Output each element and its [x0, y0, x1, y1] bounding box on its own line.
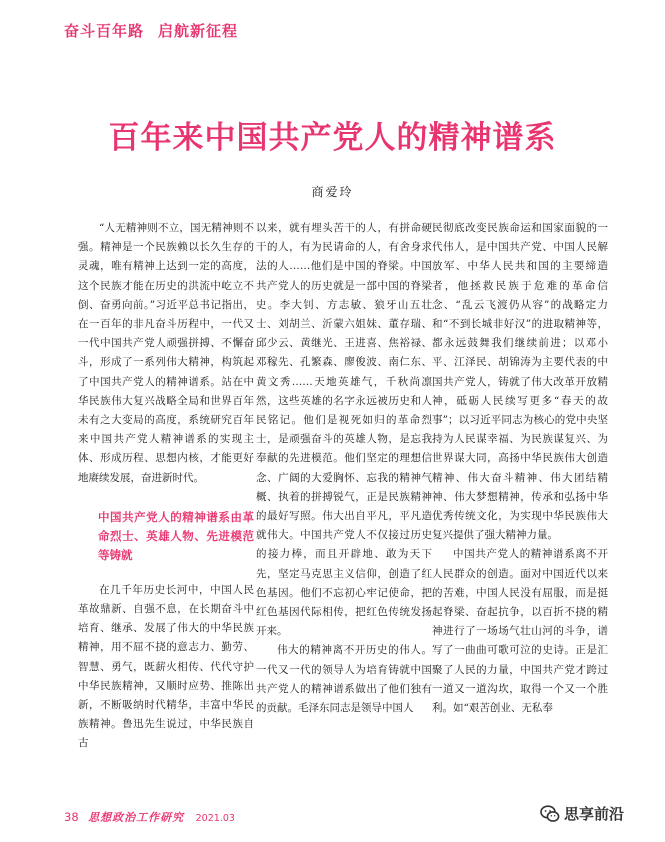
watermark — [540, 803, 624, 824]
text-column-1 — [78, 219, 254, 819]
section-subheading: 中国共产党人的精神谱系由革命烈士、英雄人物、先进模范等铸就 — [98, 509, 254, 562]
paragraph: 伟大的精神离不开历史的伟人。一代又一代的领导人为培育铸就中国共产党人的精神谱系做出了他们独有的贡献。毛泽东同志是领导中国人 — [256, 644, 432, 715]
paragraph: 民彻底改变民族命运和国家面貌的一代伟人，是中国共产党、中国人民解放军、中华人民共和国的主要缔造者，他拯救民族于危难的革命信念、“乱云飞渡仍从容”的战略定力和“不到长城非好汉”的进取精神等，都永远鼓舞我们继续前进；以邓小平、江泽民、胡锦涛为主要代表的中国共产党人，铸就了伟大改革开放精神，砥砺人民续写更多“春天的故事”；以习近平同志为核心的党中央坚持为人民谋幸福、为民族谋复兴、为世界谋大同，高扬中华民族伟大创造精神、伟大奋斗精神、伟大团结精神、伟大梦想精神，传承和弘扬中华优秀传统文化，为实现中华民族伟大复兴提供了强大精神力量。 — [432, 222, 608, 542]
section-header-part1: 奋斗百年路 — [64, 22, 145, 40]
paragraph: 以来，就有埋头苦干的人，有拼命硬干的人，有为民请命的人，有舍身求法的人……他们是中国的脊梁。中国共产党人的历史就是一部中国的脊梁史。李大钊、方志敏、狼牙山五壮士、刘胡兰、沂蒙六姐妹、董存瑞、邱少云、黄继光、王进喜、焦裕禄、邓稼先、孔繁森、廖俊波、南仁东、黄文秀……天地英雄气，千秋尚凛然，这些英雄的名字永远被历史和人民铭记。他们是视死如归的革命烈士，是顽强奋斗的英雄人物，是忘我奉献的先进模范。他们坚定的理想信念、广阔的大爱胸怀、忘我的精神气概、执着的拼搏锐气，正是民族精神的最好写照。伟大出自平凡，平凡造就伟大。中国共产党人不仅接过历史的接力棒，而且开辟地、敢为天下先，坚定马克思主义信仰，创造了红色基因。他们不忘初心牢记使命，把红色基因代际相传，把红色传统发扬开来。 — [256, 222, 432, 638]
article-author: 商爱玲 — [311, 185, 354, 199]
paragraph: 中国共产党人的精神谱系离不开人民群众的创造。面对中国近代以来的苦难，中国人民没有屈服，而是挺起脊梁、奋起抗争，以百折不挠的精神进行了一场场气壮山河的斗争，谱写了一曲曲可歌可泣的史诗。正是汇聚了人民的力量，中国共产党才跨过一道又一道沟坎，取得一个又一个胜利。如“艰苦创业、无私奉 — [432, 548, 608, 715]
text-column-3 — [432, 219, 608, 819]
wechat-icon — [540, 805, 560, 823]
section-header-part2: 启航新征程 — [158, 22, 239, 40]
page-number: 38 — [64, 810, 79, 824]
section-header — [64, 20, 238, 41]
page-footer — [64, 809, 235, 825]
text-column-2 — [256, 219, 432, 819]
magazine-name: 思想政治工作研究 — [88, 811, 185, 824]
article-title: 百年来中国共产党人的精神谱系 — [108, 120, 557, 156]
issue-date: 2021.03 — [195, 813, 235, 824]
paragraph: 在几千年历史长河中，中国人民革故鼎新、自强不息，在长期奋斗中培育、继承、发展了伟大的中华民族精神，用不屈不挠的意志力、勤劳、智慧、勇气，既薪火相传、代代守护中华民族精神，又顺时应势、推陈出新，不断吸纳时代精华，丰富中华民族精神。鲁迅先生说过，中华民族自古 — [78, 583, 254, 750]
watermark-text: 思享前沿 — [564, 805, 625, 823]
paragraph: “人无精神则不立，国无精神则不强。精神是一个民族赖以长久生存的灵魂，唯有精神上达到一定的高度，这个民族才能在历史的洪流中屹立不倒、奋勇向前。”习近平总书记指出，在一百年的非凡奋斗历程中，一代又一代中国共产党人顽强拼搏、不懈奋斗，形成了一系列伟大精神，构筑起了中国共产党人的精神谱系。站在中华民族伟大复兴战略全局和世界百年未有之大变局的高度，系统研究百年来中国共产党人精神谱系的实现主体、形成历程、思想内核，才能更好地赓续发展，奋进新时代。 — [78, 222, 254, 484]
